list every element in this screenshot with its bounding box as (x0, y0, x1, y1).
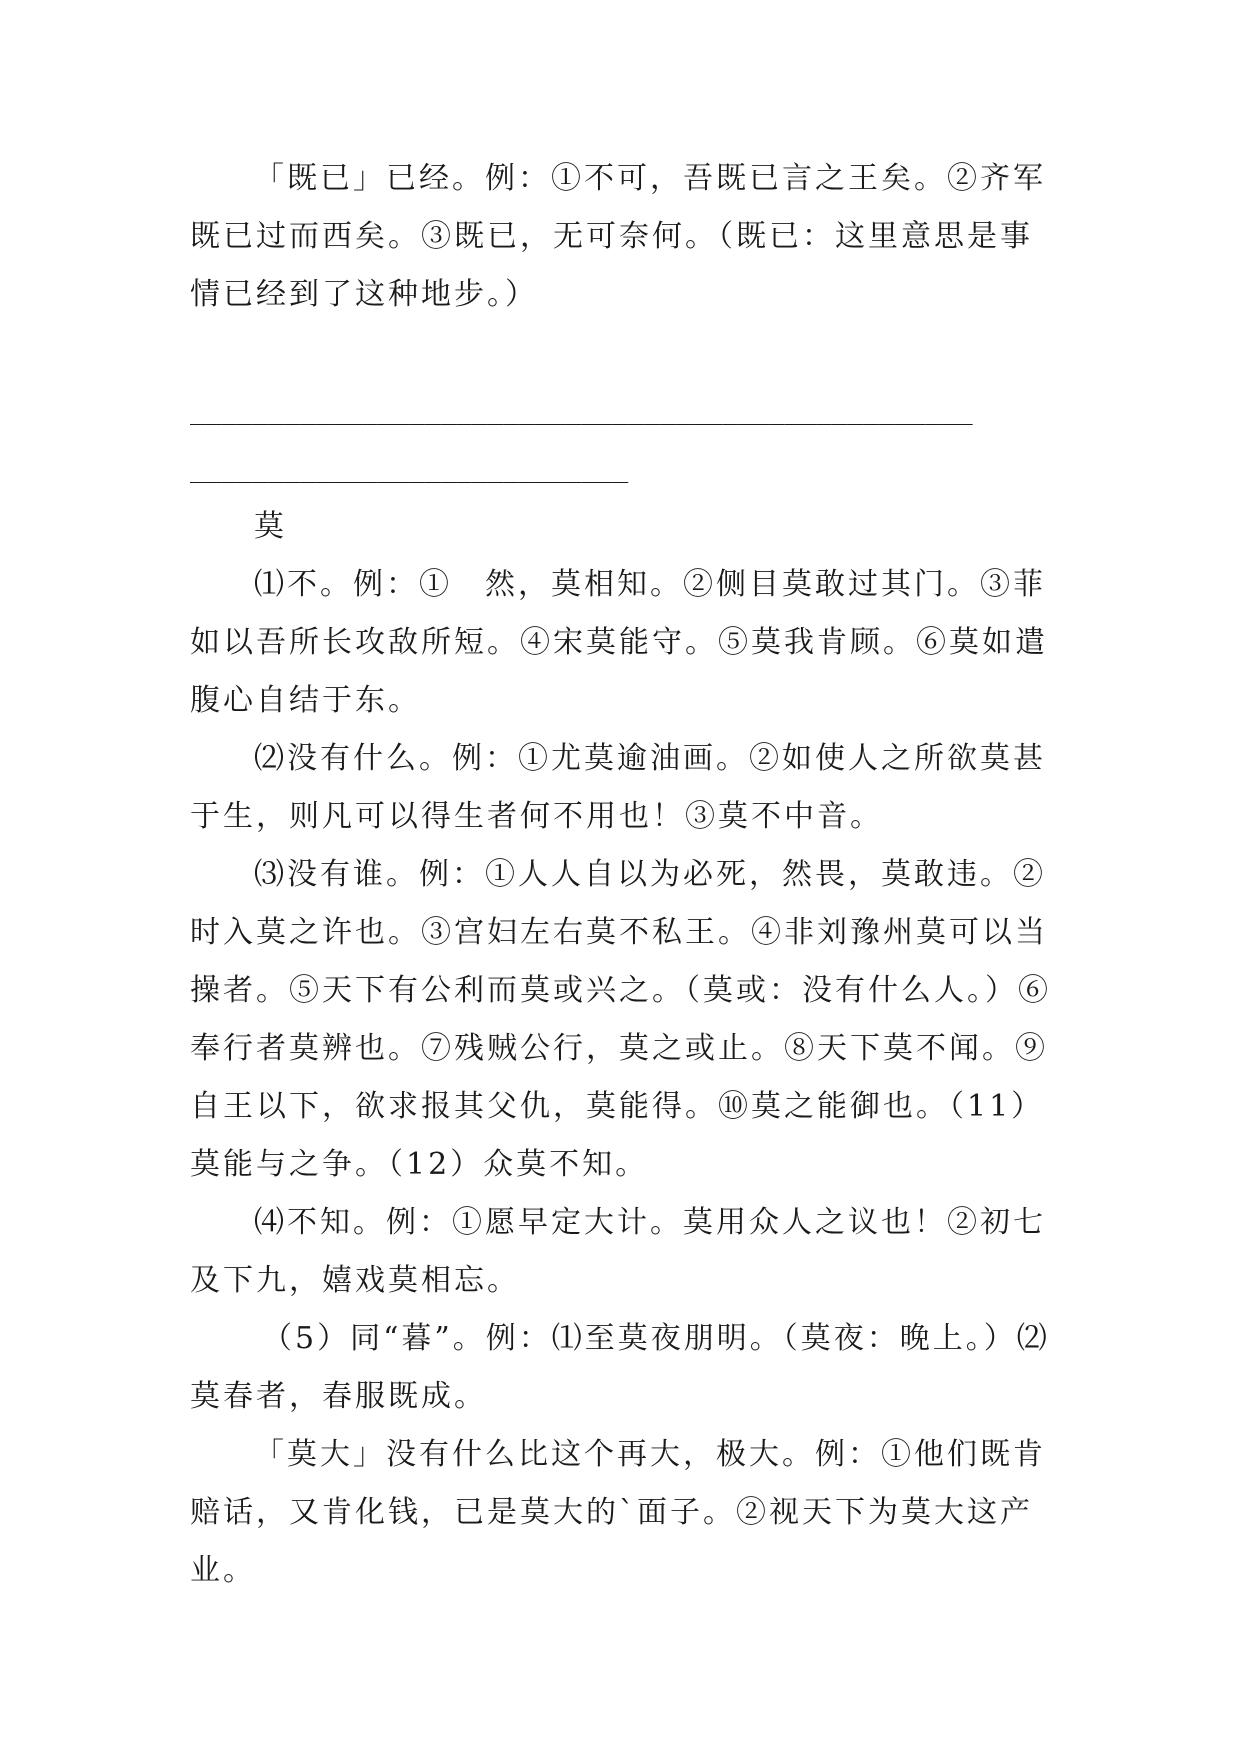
mo-meaning-4: ⑷不知。例：①愿早定大计。莫用众人之议也！②初七及下九，嬉戏莫相忘。 (190, 1205, 1046, 1298)
mo-meaning-5: （5）同“暮”。例：⑴至莫夜朋明。（莫夜：晚上。）⑵莫春者，春服既成。 (190, 1321, 1050, 1414)
mo-meaning-2: ⑵没有什么。例：①尤莫逾油画。②如使人之所欲莫甚于生，则凡可以得生者何不用也！③莫不中音。 (190, 741, 1046, 834)
jiyi-definition: 「既已」已经。例：①不可，吾既已言之王矣。②齐军既已过而西矣。③既已，无可奈何。（既已：这里意思是事情已经到了这种地步。） (190, 161, 1046, 312)
mo-meaning-1: ⑴不。例：① 然，莫相知。②侧目莫敢过其门。③菲如以吾所长攻敌所短。④宋莫能守。⑤莫我肯顾。⑥莫如遣腹心自结于东。 (190, 567, 1048, 718)
separator-line-1: __________________________________________________ (190, 396, 973, 426)
spacer (190, 324, 1060, 382)
document-page (190, 150, 1060, 1600)
moda-definition: 「莫大」没有什么比这个再大，极大。例：①他们既肯赔话，又肯化钱，已是莫大的`面子。②视天下为莫大这产业。 (190, 1437, 1046, 1588)
separator-line-2: ____________________________ (190, 454, 629, 484)
mo-meaning-3: ⑶没有谁。例：①人人自以为必死，然畏，莫敢违。②时入莫之许也。③宫妇左右莫不私王。④非刘豫州莫可以当操者。⑤天下有公利而莫或兴之。（莫或：没有什么人。）⑥奉行者莫辨也。⑦残贼公行，莫之或止。⑧天下莫不闻。⑨自王以下，欲求报其父仇，莫能得。⑩莫之能御也。（11）莫能与之争。（12）众莫不知。 (190, 857, 1051, 1182)
entry-title-mo: 莫 (254, 509, 287, 544)
